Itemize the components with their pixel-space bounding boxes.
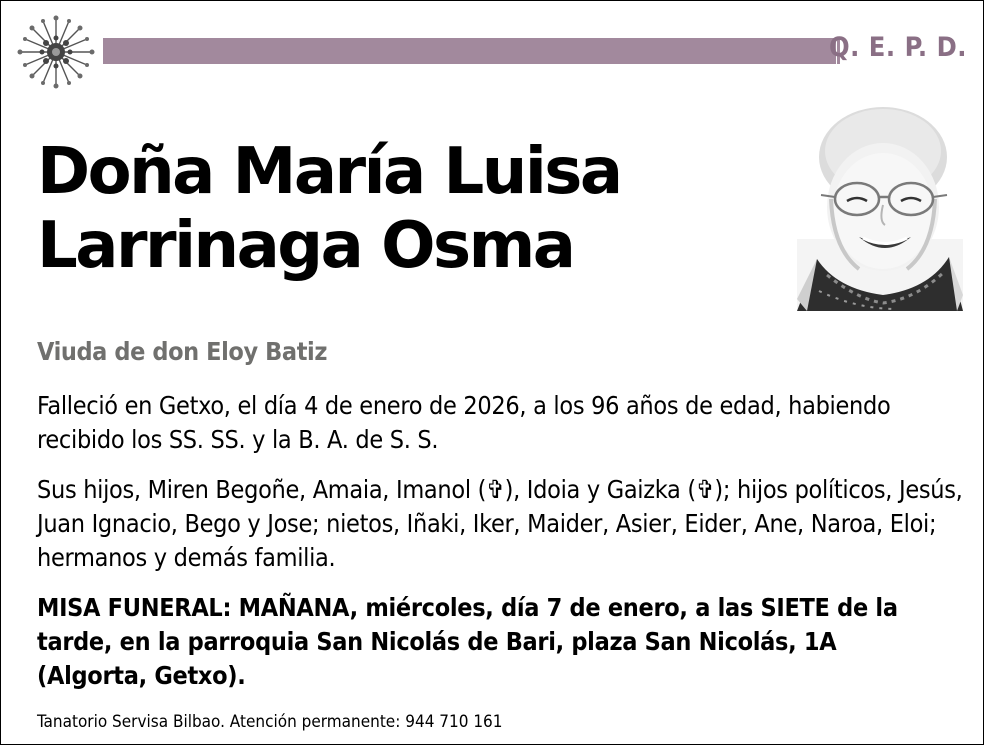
qepd-label: Q. E. P. D. [828, 32, 967, 63]
name-line-1: Doña María Luisa [37, 135, 621, 209]
flower-ornament-icon [13, 13, 99, 91]
family-list: Sus hijos, Miren Begoñe, Amaia, Imanol (✞), Idoia y Gaizka (✞); hijos políticos, Jesús, Juan Ignacio, Bego y Jose; nietos, Iñaki, Iker, Maider, Asier, Eider, Ane, Naroa, Eloi; hermanos y demás familia. [37, 475, 963, 572]
funeral-home-footer: Tanatorio Servisa Bilbao. Atención permanente: 944 710 161 [37, 712, 503, 732]
deceased-name [37, 135, 621, 283]
portrait-photo [797, 99, 963, 311]
widow-of: Viuda de don Eloy Batiz [37, 337, 328, 366]
name-line-2: Larrinaga Osma [37, 209, 574, 283]
death-notice: Falleció en Getxo, el día 4 de enero de 2026, a los 96 años de edad, habiendo recibido los SS. SS. y la B. A. de S. S. [37, 391, 891, 454]
header-bar [103, 38, 836, 64]
funeral-mass: MISA FUNERAL: MAÑANA, miércoles, día 7 de enero, a las SIETE de la tarde, en la parroquia San Nicolás de Bari, plaza San Nicolás, 1A (Algorta, Getxo). [37, 593, 898, 690]
